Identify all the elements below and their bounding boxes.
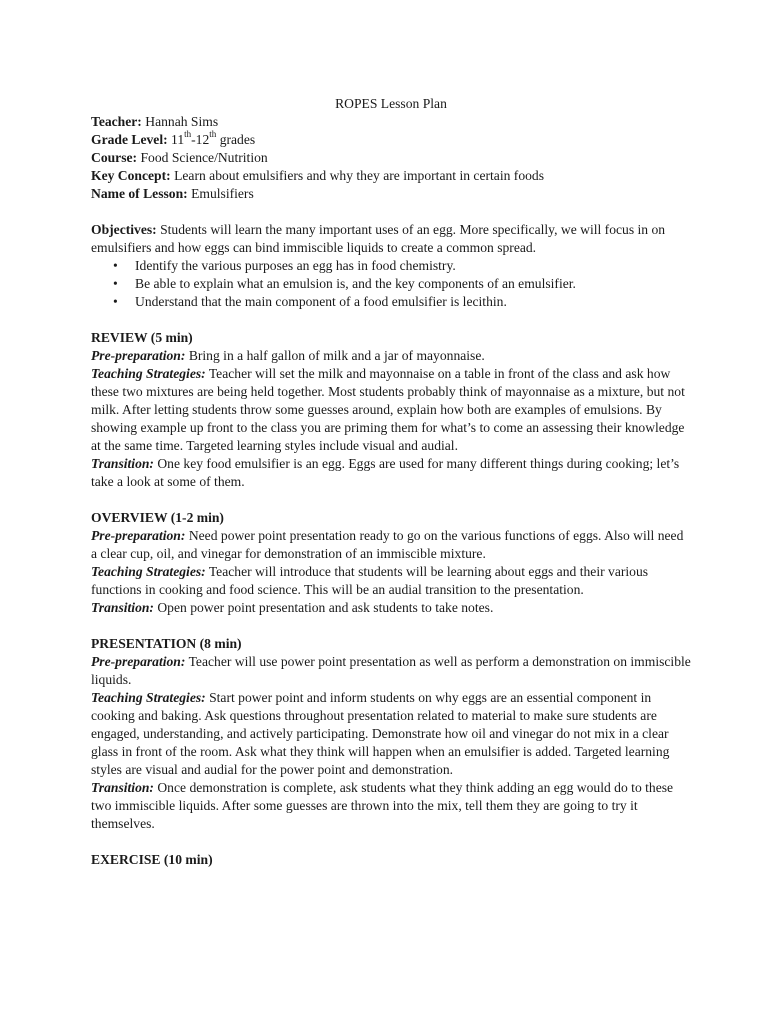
objective-text: Be able to explain what an emulsion is, and the key components of an emulsifier.	[135, 276, 576, 291]
strategies-text: Start power point and inform students on why eggs are an essential component in cooking and baking. Ask questions throughout presentation related to material to make sure students are engaged, understanding, and actively participating. Demonstrate how oil and vinegar do not mix in a clear glass in front of the room. Ask what they think will happen when an emulsifier is added. Targeted learning styles are visual and audial for the power point and demonstration.	[91, 690, 670, 777]
lesson-plan	[91, 95, 691, 869]
exercise-heading: EXERCISE (10 min)	[91, 852, 213, 867]
objectives-text: Students will learn the many important uses of an egg. More specifically, we will focus in on emulsifiers and how eggs can bind immiscible liquids to create a common spread.	[91, 222, 666, 255]
concept-line	[91, 167, 691, 185]
review-prep	[91, 347, 691, 365]
strategies-text: Teacher will set the milk and mayonnaise on a table in front of the class and ask how these two mixtures are being held together. Most students probably think of mayonnaise as a mixture, but not milk. After letting students throw some guesses around, explain how both are examples of emulsions. By showing example up front to the class you are priming them for what’s to come an assessing their knowledge at the same time. Targeted learning styles include visual and audial.	[91, 366, 685, 453]
presentation-transition	[91, 779, 691, 833]
presentation-strategies	[91, 689, 691, 779]
grade-start-suffix: th	[184, 129, 192, 140]
overview-section	[91, 509, 691, 617]
meta-block	[91, 113, 691, 203]
transition-text: Open power point presentation and ask students to take notes.	[157, 600, 494, 615]
objectives-section	[91, 221, 691, 311]
document-title: ROPES Lesson Plan	[335, 96, 447, 111]
objectives-list	[91, 257, 691, 311]
prep-label: Pre-preparation:	[91, 654, 186, 669]
bullet-icon: •	[113, 276, 118, 291]
prep-text: Bring in a half gallon of milk and a jar of mayonnaise.	[188, 348, 485, 363]
strategies-label: Teaching Strategies:	[91, 564, 206, 579]
transition-text: One key food emulsifier is an egg. Eggs are used for many different things during cooking; let’s take a look at some of them.	[91, 456, 680, 489]
overview-transition	[91, 599, 691, 617]
grade-end: -12	[191, 132, 210, 147]
objective-item	[91, 257, 691, 275]
objectives-paragraph	[91, 221, 691, 257]
strategies-label: Teaching Strategies:	[91, 366, 206, 381]
grade-suffix: grades	[219, 132, 256, 147]
spacer	[91, 617, 691, 635]
spacer	[91, 311, 691, 329]
review-strategies	[91, 365, 691, 455]
review-heading: REVIEW (5 min)	[91, 330, 193, 345]
prep-label: Pre-preparation:	[91, 348, 186, 363]
prep-label: Pre-preparation:	[91, 528, 186, 543]
overview-prep	[91, 527, 691, 563]
presentation-prep	[91, 653, 691, 689]
transition-label: Transition:	[91, 456, 154, 471]
teacher-value: Hannah Sims	[145, 114, 219, 129]
course-line	[91, 149, 691, 167]
overview-strategies	[91, 563, 691, 599]
course-value: Food Science/Nutrition	[140, 150, 268, 165]
grade-label: Grade Level:	[91, 132, 168, 147]
strategies-label: Teaching Strategies:	[91, 690, 206, 705]
lesson-name-line	[91, 185, 691, 203]
bullet-icon: •	[113, 258, 118, 273]
objective-item	[91, 293, 691, 311]
objectives-label: Objectives:	[91, 222, 157, 237]
teacher-label: Teacher:	[91, 114, 142, 129]
course-label: Course:	[91, 150, 138, 165]
review-transition	[91, 455, 691, 491]
spacer	[91, 203, 691, 221]
grade-end-suffix: th	[209, 129, 217, 140]
objective-text: Understand that the main component of a food emulsifier is lecithin.	[135, 294, 507, 309]
objective-text: Identify the various purposes an egg has in food chemistry.	[135, 258, 456, 273]
transition-label: Transition:	[91, 780, 154, 795]
objective-item	[91, 275, 691, 293]
prep-text: Teacher will use power point presentation as well as perform a demonstration on immiscible liquids.	[91, 654, 691, 687]
spacer	[91, 833, 691, 851]
transition-text: Once demonstration is complete, ask students what they think adding an egg would do to these two immiscible liquids. After some guesses are thrown into the mix, tell them they are going to try it themselves.	[91, 780, 674, 831]
grade-line	[91, 131, 691, 149]
review-section	[91, 329, 691, 491]
strategies-text: Teacher will introduce that students will be learning about eggs and their various functions in cooking and food science. This will be an audial transition to the presentation.	[91, 564, 649, 597]
teacher-line	[91, 113, 691, 131]
overview-heading: OVERVIEW (1-2 min)	[91, 510, 224, 525]
exercise-section	[91, 851, 691, 869]
presentation-section	[91, 635, 691, 833]
spacer	[91, 491, 691, 509]
concept-label: Key Concept:	[91, 168, 171, 183]
transition-label: Transition:	[91, 600, 154, 615]
bullet-icon: •	[113, 294, 118, 309]
prep-text: Need power point presentation ready to go on the various functions of eggs. Also will need a clear cup, oil, and vinegar for demonstration of an immiscible mixture.	[91, 528, 684, 561]
grade-start: 11	[171, 132, 185, 147]
lesson-name-label: Name of Lesson:	[91, 186, 188, 201]
lesson-name-value: Emulsifiers	[191, 186, 254, 201]
concept-value: Learn about emulsifiers and why they are important in certain foods	[174, 168, 545, 183]
presentation-heading: PRESENTATION (8 min)	[91, 636, 242, 651]
